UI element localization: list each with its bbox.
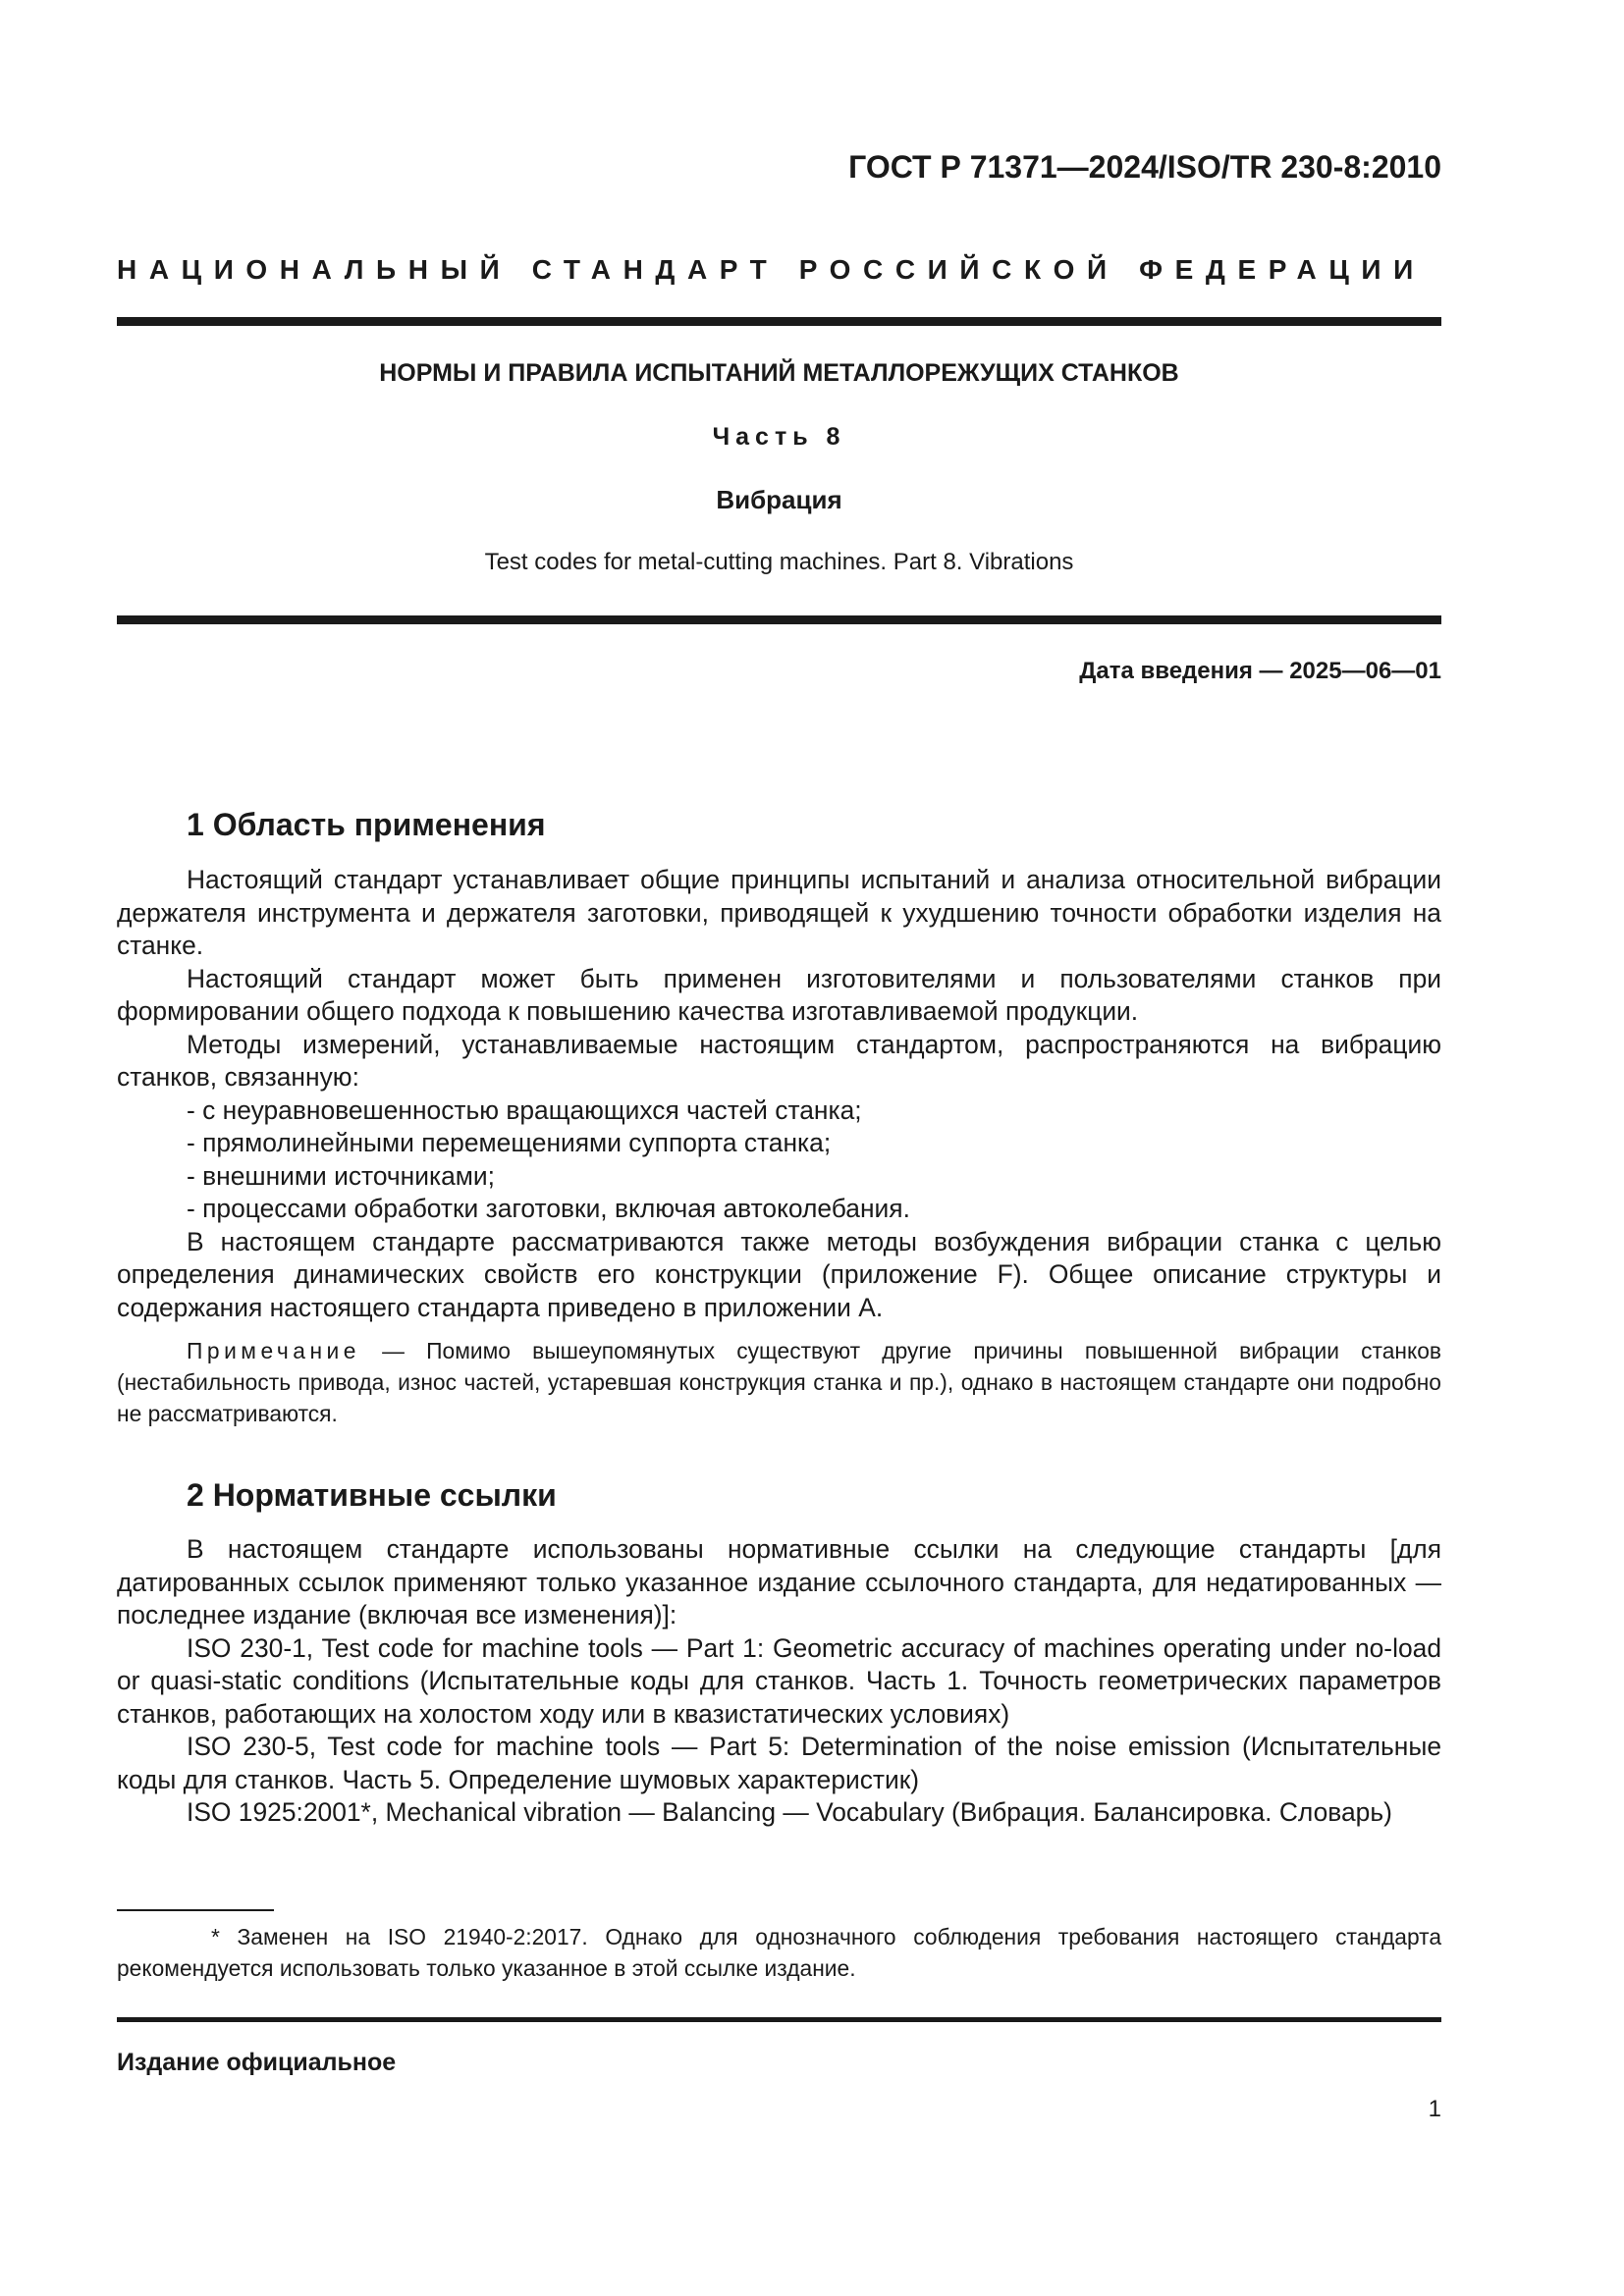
footnote-separator <box>117 1909 274 1911</box>
note <box>117 1335 1441 1429</box>
footer-rule <box>117 2017 1441 2022</box>
section-2-paragraph-1: В настоящем стандарте использованы нормативные ссылки на следующие стандарты [для датированных ссылок применяют только указанное издание ссылочного стандарта, для недатированных — последнее издание (включая все изменения)]: <box>117 1534 1441 1629</box>
title-rule <box>117 615 1441 624</box>
document-title: НОРМЫ И ПРАВИЛА ИСПЫТАНИЙ МЕТАЛЛОРЕЖУЩИХ СТАНКОВ <box>379 359 1179 387</box>
document-part: Часть 8 <box>712 423 846 451</box>
note-label: Примечание <box>187 1338 360 1363</box>
header-rule <box>117 317 1441 326</box>
standard-designation: ГОСТ Р 71371—2024/ISO/TR 230-8:2010 <box>848 149 1441 185</box>
section-1-heading: 1 Область применения <box>187 807 546 842</box>
national-standard-banner: НАЦИОНАЛЬНЫЙ СТАНДАРТ РОССИЙСКОЙ ФЕДЕРАЦИИ <box>117 254 1426 285</box>
section-1-paragraph-1: Настоящий стандарт устанавливает общие принципы испытаний и анализа относительной вибрации держателя инструмента и держателя заготовки, приводящей к ухудшению точности обработки изделия на станке. <box>117 865 1441 960</box>
section-2-body <box>117 1533 1441 1830</box>
reference-iso-1925: ISO 1925:2001*, Mechanical vibration — Balancing — Vocabulary (Вибрация. Балансировка. Словарь) <box>187 1797 1392 1827</box>
reference-iso-230-5: ISO 230-5, Test code for machine tools — Part 5: Determination of the noise emission (Испытательные коды для станков. Часть 5. Определение шумовых характеристик) <box>117 1732 1441 1794</box>
introduction-date: Дата введения — 2025—06—01 <box>1079 658 1441 684</box>
section-1-body <box>117 864 1441 1429</box>
section-1-paragraph-4: В настоящем стандарте рассматриваются также методы возбуждения вибрации станка с целью определения динамических свойств его конструкции (приложение F). Общее описание структуры и содержания настоящего стандарта приведено в приложении А. <box>117 1226 1441 1322</box>
section-2-heading: 2 Нормативные ссылки <box>187 1477 557 1513</box>
list-item: - внешними источниками; <box>187 1160 496 1191</box>
english-title: Test codes for metal-cutting machines. Part 8. Vibrations <box>484 549 1074 575</box>
official-edition-label: Издание официальное <box>117 2049 397 2076</box>
list-item: - прямолинейными перемещениями суппорта станка; <box>187 1128 832 1157</box>
page-number: 1 <box>1428 2096 1441 2122</box>
note-text: — Помимо вышеупомянутых существуют другие причины повышенной вибрации станков (нестабильность привода, износ частей, устаревшая конструкция станка и пр.), однако в настоящем стандарте они подробно не рассматриваются. <box>117 1338 1441 1426</box>
reference-iso-230-1: ISO 230-1, Test code for machine tools — Part 1: Geometric accuracy of machines operating under no-load or quasi-static conditions (Испытательные коды для станков. Часть 1. Точность геометрических параметров станков, работающих на холостом ходу или в квазистатических условиях) <box>117 1632 1441 1729</box>
list-item: - с неуравновешенностью вращающихся частей станка; <box>187 1095 862 1125</box>
document-subtitle: Вибрация <box>716 485 842 514</box>
section-1-paragraph-3: Методы измерений, устанавливаемые настоящим стандартом, распространяются на вибрацию станков, связанную: <box>117 1029 1441 1092</box>
list-item: - процессами обработки заготовки, включая автоколебания. <box>187 1194 910 1223</box>
footnote: * Заменен на ISO 21940-2:2017. Однако для однозначного соблюдения требования настоящего стандарта рекомендуется использовать только указанное в этой ссылке издание. <box>117 1924 1441 1981</box>
section-1-paragraph-2: Настоящий стандарт может быть применен изготовителями и пользователями станков при формировании общего подхода к повышению качества изготавливаемой продукции. <box>117 963 1441 1026</box>
